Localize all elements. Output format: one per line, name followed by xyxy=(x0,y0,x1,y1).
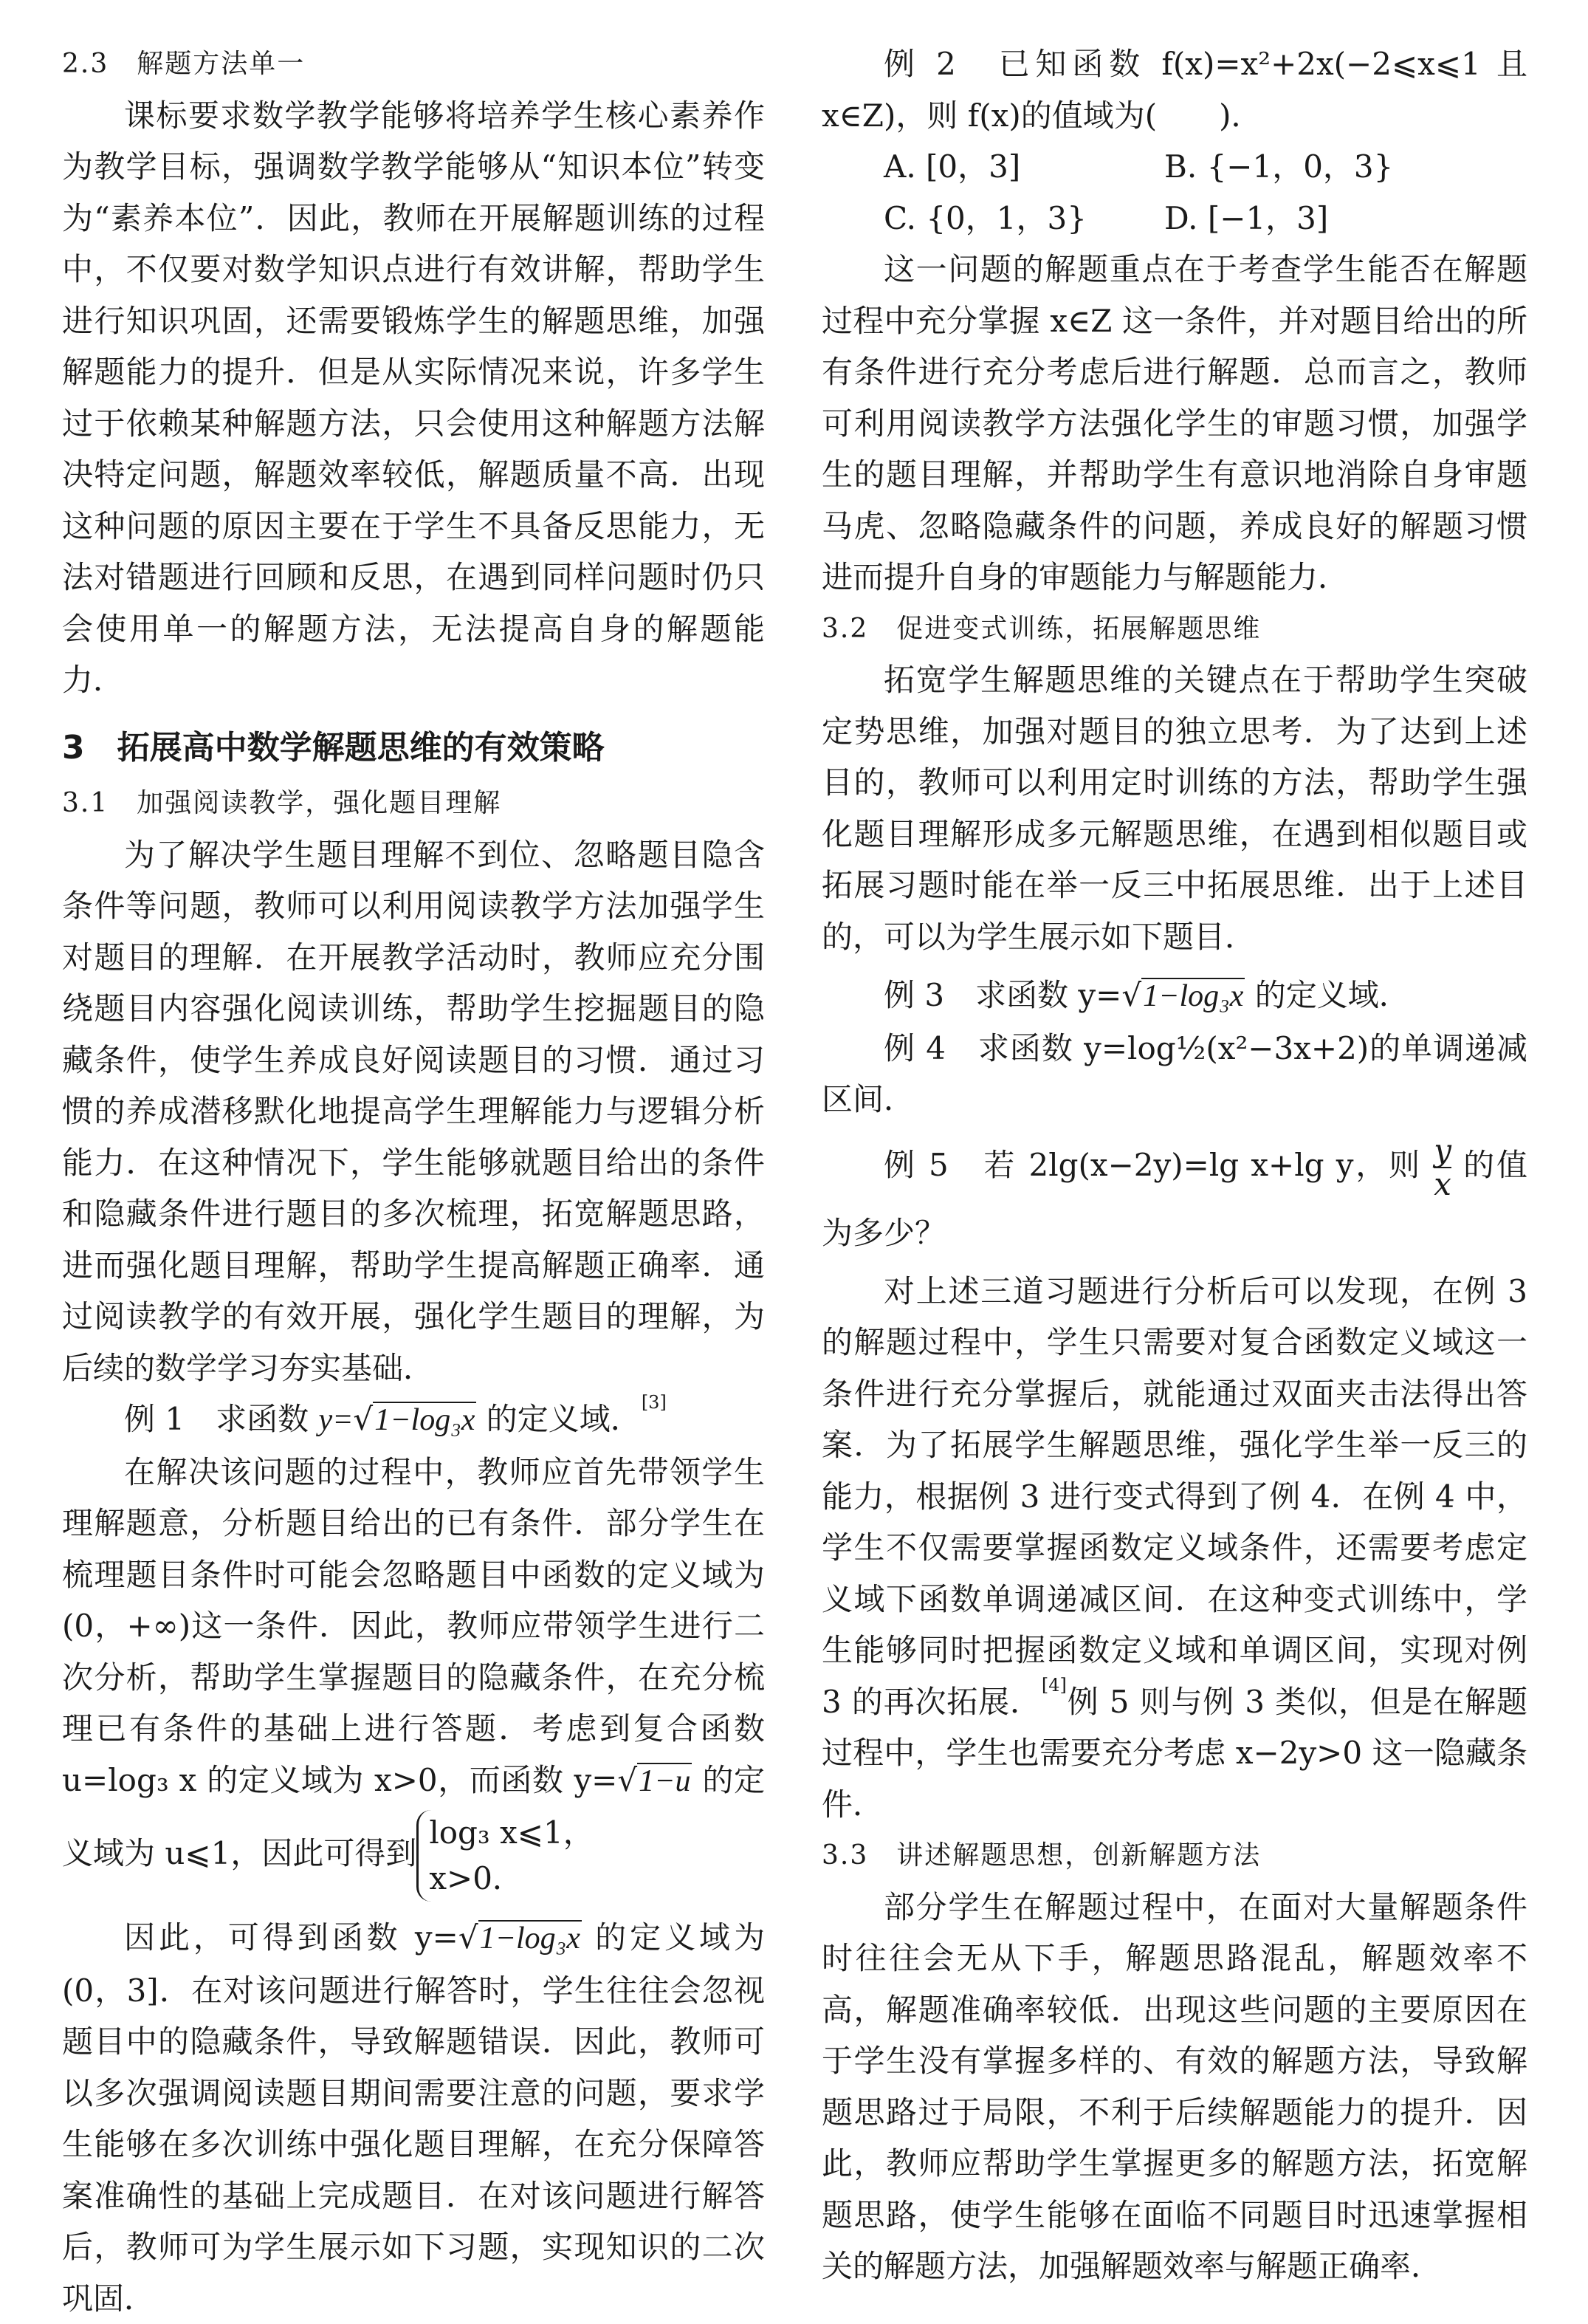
example-2: 例 2 已知函数 f(x)=x²+2x(−2⩽x⩽1 且 x∈Z)，则 f(x)的值域为( )． xyxy=(822,46,1527,134)
example-3-tail: 的定义域． xyxy=(1245,977,1410,1013)
section-3-heading: 3 拓展高中数学解题思维的有效策略 xyxy=(62,728,605,767)
example-1-math: y= xyxy=(318,1403,354,1437)
system-line-1: log₃ x⩽1， xyxy=(429,1814,594,1851)
example-1-sqrt: 1−log₃x xyxy=(374,1403,475,1437)
left-column xyxy=(62,38,765,2324)
option-d: D. [−1，3] xyxy=(1164,199,1329,236)
conclusion-sqrt: 1−log₃x xyxy=(479,1922,580,1955)
option-b: B. {−1，0，3} xyxy=(1164,148,1394,185)
section-3-2-heading: 3.2 促进变式训练，拓展解题思维 xyxy=(822,613,1262,644)
analysis-sqrt: 1−u xyxy=(639,1763,691,1798)
section-3-3-heading: 3.3 讲述解题思想，创新解题方法 xyxy=(822,1840,1262,1871)
example-3-text: 例 3 求函数 y= xyxy=(884,977,1122,1013)
examples-analysis-text-2: 例 5 则与例 3 类似，但是在解题过程中，学生也需要充分考虑 x−2y>0 这一隐藏条件． xyxy=(822,1683,1527,1823)
conclusion-paragraph: 因此，可得到函数 y=√1−log₃x 的定义域为(0，3]．在对该问题进行解答时，学生往往会忽视题目中的隐藏条件，导致解题错误．因此，教师可以多次强调阅读题目期间需要注意的问题，要求学生能够在多次训练中强化题目理解，在充分保障答案准确性的基础上完成题目．在对该问题进行解答后，教师可为学生展示如下习题，实现知识的二次巩固． xyxy=(62,1919,765,2317)
analysis-text: 在解决该问题的过程中，教师应首先带领学生理解题意，分析题目给出的已有条件．部分学生在梳理题目条件时可能会忽略题目中函数的定义域为(0，+∞)这一条件．因此，教师应带领学生进行二次分析，帮助学生掌握题目的隐藏条件，在充分梳理已有条件的基础上进行答题．考虑到复合函数 u=log₃ x 的定义域为 x>0，而函数 y= xyxy=(62,1453,765,1798)
system-line-2: x>0． xyxy=(429,1860,523,1896)
conclusion-text-2: 的定义域为(0，3]．在对该问题进行解答时，学生往往会忽视题目中的隐藏条件，导致解题错误．因此，教师可以多次强调阅读题目期间需要注意的问题，要求学生能够在多次训练中强化题目理解，在充分保障答案准确性的基础上完成题目．在对该问题进行解答后，教师可为学生展示如下习题，实现知识的二次巩固． xyxy=(62,1919,765,2317)
fraction xyxy=(1434,1131,1451,1202)
equation-system xyxy=(416,1810,594,1902)
right-column xyxy=(822,38,1527,2292)
example-5-text: 例 5 若 2lg(x−2y)=lg x+lg y，则 xyxy=(884,1146,1434,1183)
example-2-options xyxy=(822,141,1527,244)
section-2-3-heading: 2.3 解题方法单一 xyxy=(62,49,306,79)
section-2-3-paragraph: 课标要求数学教学能够将培养学生核心素养作为教学目标，强调数学教学能够从“知识本位”转变为“素养本位”．因此，教师在开展解题训练的过程中，不仅要对数学知识点进行有效讲解，帮助学生进行知识巩固，还需要锻炼学生的解题思维，加强解题能力的提升．但是从实际情况来说，许多学生过于依赖某种解题方法，只会使用这种解题方法解决特定问题，解题效率较低，解题质量不高．出现这种问题的原因主要在于学生不具备反思能力，无法对错题进行回顾和反思，在遇到同样问题时仍只会使用单一的解题方法，无法提高自身的解题能力． xyxy=(62,97,765,698)
examples-analysis xyxy=(822,1266,1527,1831)
section-3-1-heading: 3.1 加强阅读教学，强化题目理解 xyxy=(62,788,502,818)
example-5 xyxy=(822,1133,1527,1266)
option-c: C. {0，1，3} xyxy=(884,199,1087,236)
section-3-2-paragraph: 拓宽学生解题思维的关键点在于帮助学生突破定势思维，加强对题目的独立思考．为了达到上述目的，教师可以利用定时训练的方法，帮助学生强化题目理解形成多元解题思维，在遇到相似题目或拓展习题时能在举一反三中拓展思维．出于上述目的，可以为学生展示如下题目． xyxy=(822,662,1527,955)
example-5-tail: 的值为多少？ xyxy=(822,1146,1527,1251)
example-2-analysis: 这一问题的解题重点在于考查学生能否在解题过程中充分掌握 x∈Z 这一条件，并对题目给出的所有条件进行充分考虑后进行解题．总而言之，教师可利用阅读教学方法强化学生的审题习惯，加强学生的题目理解，并帮助学生有意识地消除自身审题马虎、忽略隐藏条件的问题，养成良好的解题习惯进而提升自身的审题能力与解题能力． xyxy=(822,251,1527,595)
example-3: 例 3 求函数 y=√1−log₃x 的定义域． xyxy=(884,977,1410,1013)
examples-analysis-text: 对上述三道习题进行分析后可以发现，在例 3 的解题过程中，学生只需要对复合函数定义域这一条件进行充分掌握后，就能通过双面夹击法得出答案．为了拓展学生解题思维，强化学生举一反三的能力，根据例 3 进行变式得到了例 4．在例 4 中，学生不仅需要掌握函数定义域条件，还需要考虑定义域下函数单调递减区间．在这种变式训练中，学生能够同时把握函数定义域和单调区间，实现对例 3 的再次拓展． xyxy=(822,1272,1527,1720)
example-3-sqrt: 1−log₃x xyxy=(1143,979,1244,1013)
example-1-label: 例 1 求函数 xyxy=(124,1401,319,1437)
option-a: A. [0，3] xyxy=(884,148,1021,185)
section-3-1-paragraph: 为了解决学生题目理解不到位、忽略题目隐含条件等问题，教师可以利用阅读教学方法加强学生对题目的理解．在开展教学活动时，教师应充分围绕题目内容强化阅读训练，帮助学生挖掘题目的隐藏条件，使学生养成良好阅读题目的习惯．通过习惯的养成潜移默化地提高学生理解能力与逻辑分析能力．在这种情况下，学生能够就题目给出的条件和隐藏条件进行题目的多次梳理，拓宽解题思路，进而强化题目理解，帮助学生提高解题正确率．通过阅读教学的有效开展，强化学生题目的理解，为后续的数学学习夯实基础． xyxy=(62,836,765,1386)
analysis-paragraph: 在解决该问题的过程中，教师应首先带领学生理解题意，分析题目给出的已有条件．部分学生在梳理题目条件时可能会忽略题目中函数的定义域为(0，+∞)这一条件．因此，教师应带领学生进行二次分析，帮助学生掌握题目的隐藏条件，在充分梳理已有条件的基础上进行答题．考虑到复合函数 u=log₃ x 的定义域为 x>0，而函数 y=√1−u 的定义域为 u⩽1，因此可得到log₃ x⩽1， x>0． xyxy=(62,1447,765,1905)
denominator: x xyxy=(1434,1165,1451,1202)
example-1-tail: 的定义域． xyxy=(476,1401,642,1437)
example-4: 例 4 求函数 y=log½(x²−3x+2)的单调递减区间． xyxy=(822,1029,1527,1117)
analysis-text-2: 的定义域为 u⩽1，因此可得到 xyxy=(62,1761,765,1871)
numerator: y xyxy=(1434,1131,1451,1168)
section-3-3-paragraph: 部分学生在解题过程中，在面对大量解题条件时往往会无从下手，解题思路混乱，解题效率不高，解题准确率较低．出现这些问题的主要原因在于学生没有掌握多样的、有效的解题方法，导致解题思路过于局限，不利于后续解题能力的提升．因此，教师应帮助学生掌握更多的解题方法，拓宽解题思路，使学生能够在面临不同题目时迅速掌握相关的解题方法，加强解题效率与解题正确率． xyxy=(822,1888,1527,2284)
citation-3: [3] xyxy=(641,1392,667,1413)
citation-4: [4] xyxy=(1041,1674,1067,1696)
example-1: 例 1 求函数 y=√1−log₃x 的定义域．[3] xyxy=(124,1392,667,1437)
conclusion-text: 因此，可得到函数 y= xyxy=(124,1919,458,1955)
